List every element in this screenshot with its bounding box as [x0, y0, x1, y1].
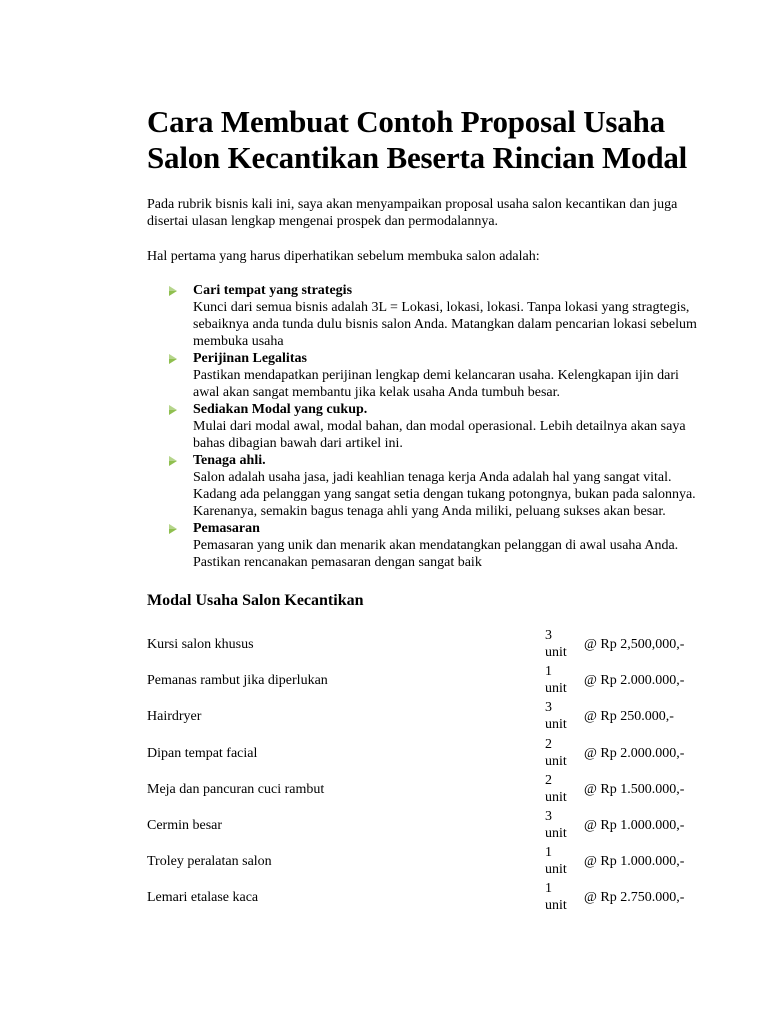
table-row	[147, 808, 707, 844]
document-title: Cara Membuat Contoh Proposal Usaha Salon Kecantikan Beserta Rincian Modal	[147, 104, 688, 175]
list-item	[147, 452, 707, 520]
item-name: Meja dan pancuran cuci rambut	[147, 781, 325, 797]
table-row	[147, 699, 707, 735]
list-item-title: Tenaga ahli.	[193, 453, 266, 468]
quantity-unit: unit	[545, 681, 567, 697]
cost-table	[147, 627, 707, 917]
quantity-number: 1	[545, 664, 552, 680]
item-price: @ Rp 1.000.000,-	[584, 817, 685, 833]
item-name: Pemanas rambut jika diperlukan	[147, 673, 328, 689]
quantity-number: 2	[545, 772, 552, 788]
item-price: @ Rp 2,500,000,-	[584, 637, 685, 652]
lead-paragraph: Hal pertama yang harus diperhatikan sebelum membuka salon adalah:	[147, 249, 540, 264]
item-name: Hairdryer	[147, 709, 202, 725]
triangle-arrow-icon	[168, 455, 178, 467]
triangle-arrow-icon	[168, 404, 178, 416]
list-item-title: Pemasaran	[193, 521, 260, 536]
item-quantity	[545, 808, 575, 842]
item-quantity	[545, 699, 575, 733]
triangle-arrow-icon	[168, 285, 178, 297]
item-quantity	[545, 627, 575, 661]
triangle-arrow-icon	[168, 353, 178, 365]
list-item	[147, 282, 707, 350]
list-item-description: Salon adalah usaha jasa, jadi keahlian tenaga kerja Anda adalah hal yang sangat vital. Kadang ada pelanggan yang sangat setia dengan tukang potongnya, bukan pada salonnya. Karenanya, semakin bagus tenaga ahli yang Anda miliki, peluang sukses akan besar.	[193, 470, 696, 519]
list-item	[147, 401, 707, 452]
quantity-unit: unit	[545, 789, 567, 805]
quantity-unit: unit	[545, 862, 567, 878]
item-price: @ Rp 1.500.000,-	[584, 781, 685, 797]
list-item-title: Sediakan Modal yang cukup.	[193, 402, 368, 417]
list-item-description: Kunci dari semua bisnis adalah 3L = Lokasi, lokasi, lokasi. Tanpa lokasi yang stragtegis, sebaiknya anda tunda dulu bisnis salon Anda. Matangkan dalam pencarian lokasi sebelum membuka usaha	[193, 300, 697, 349]
item-quantity	[545, 844, 575, 878]
table-row	[147, 736, 707, 772]
item-price: @ Rp 1.000.000,-	[584, 854, 685, 870]
quantity-unit: unit	[545, 898, 567, 914]
triangle-arrow-icon	[168, 523, 178, 535]
tips-list	[147, 282, 707, 571]
item-quantity	[545, 772, 575, 806]
item-name: Troley peralatan salon	[147, 854, 272, 870]
list-item	[147, 350, 707, 401]
table-row	[147, 627, 707, 663]
list-item-title: Cari tempat yang strategis	[193, 283, 353, 298]
document-page	[147, 104, 707, 917]
quantity-unit: unit	[545, 825, 567, 841]
quantity-number: 3	[545, 700, 552, 716]
section-title: Modal Usaha Salon Kecantikan	[147, 592, 364, 609]
quantity-number: 1	[545, 845, 552, 861]
item-price: @ Rp 2.750.000,-	[584, 890, 685, 906]
list-item-description: Pemasaran yang unik dan menarik akan mendatangkan pelanggan di awal usaha Anda. Pastikan rencanakan pemasaran dengan sangat baik	[193, 538, 679, 570]
list-item	[147, 520, 707, 571]
table-row	[147, 663, 707, 699]
table-row	[147, 844, 707, 880]
item-price: @ Rp 250.000,-	[584, 709, 674, 725]
item-quantity	[545, 736, 575, 770]
list-item-description: Mulai dari modal awal, modal bahan, dan modal operasional. Lebih detailnya akan saya bahas dibagian bawah dari artikel ini.	[193, 419, 686, 451]
item-quantity	[545, 663, 575, 697]
item-price: @ Rp 2.000.000,-	[584, 745, 685, 761]
quantity-unit: unit	[545, 645, 567, 660]
list-item-description: Pastikan mendapatkan perijinan lengkap demi kelancaran usaha. Kelengkapan ijin dari awal akan sangat membantu jika kelak usaha Anda tumbuh besar.	[193, 368, 679, 400]
item-name: Cermin besar	[147, 817, 223, 833]
intro-paragraph: Pada rubrik bisnis kali ini, saya akan menyampaikan proposal usaha salon kecantikan dan juga disertai ulasan lengkap mengenai prospek dan permodalannya.	[147, 197, 678, 229]
item-price: @ Rp 2.000.000,-	[584, 673, 685, 689]
item-quantity	[545, 880, 575, 914]
item-name: Dipan tempat facial	[147, 745, 258, 761]
item-name: Kursi salon khusus	[147, 637, 254, 652]
quantity-number: 3	[545, 808, 552, 824]
quantity-unit: unit	[545, 717, 567, 733]
table-row	[147, 772, 707, 808]
list-item-title: Perijinan Legalitas	[193, 351, 307, 366]
quantity-number: 1	[545, 881, 552, 897]
item-name: Lemari etalase kaca	[147, 890, 259, 906]
quantity-number: 2	[545, 736, 552, 752]
quantity-unit: unit	[545, 753, 567, 769]
table-row	[147, 880, 707, 916]
quantity-number: 3	[545, 628, 552, 643]
